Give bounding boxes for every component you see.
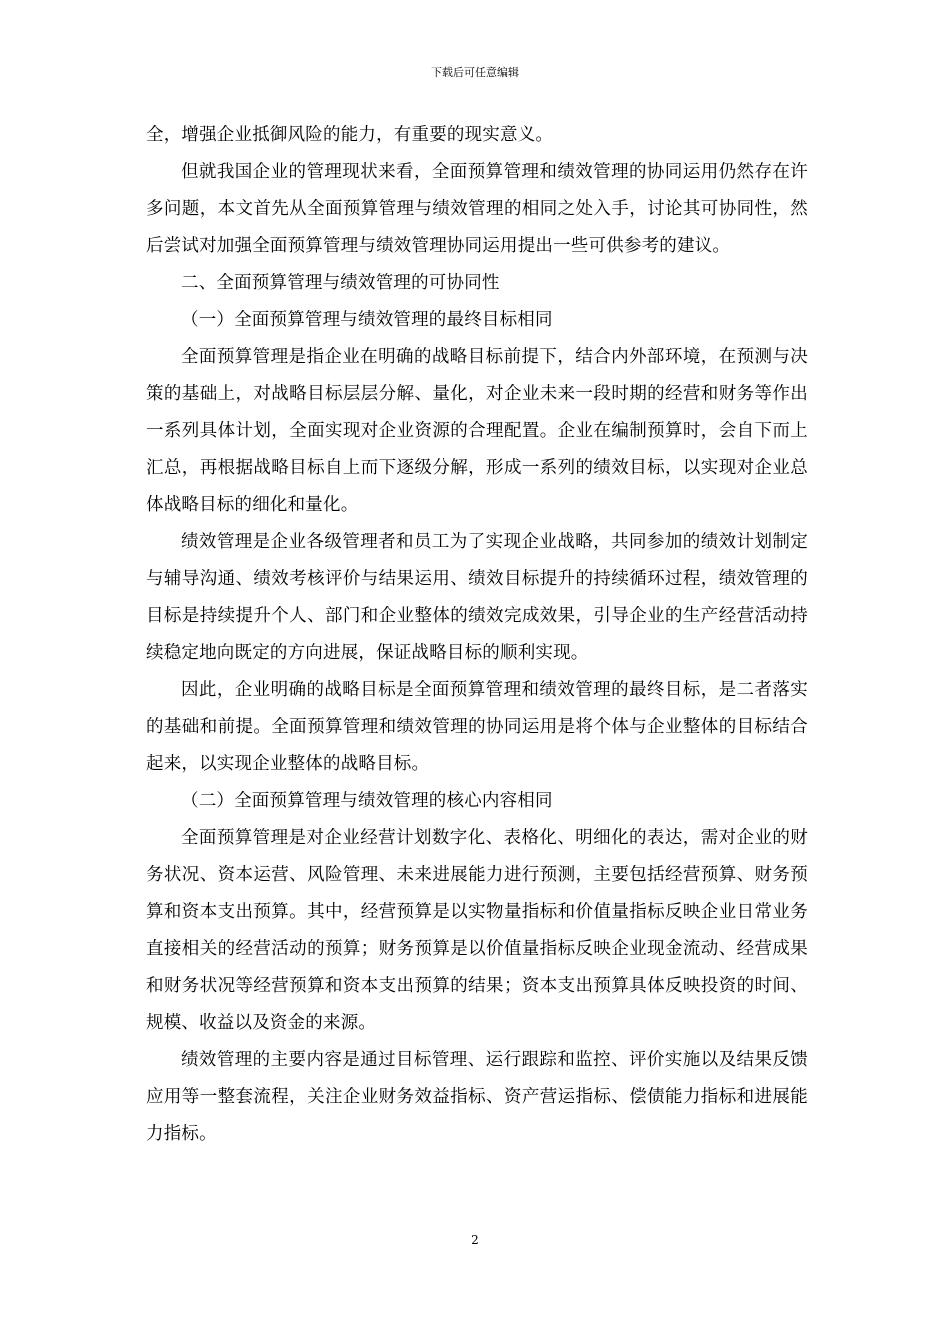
page-header: 下载后可任意编辑	[431, 66, 519, 79]
subsection-heading-1: （一）全面预算管理与绩效管理的最终目标相同	[181, 310, 553, 330]
paragraph-3: 全面预算管理是指企业在明确的战略目标前提下，结合内外部环境，在预测与决策的基础上，对战略目标层层分解、量化，对企业未来一段时期的经营和财务等作出一系列具体计划，全面实现对企业资源的合理配置。企业在编制预算时，会自下而上汇总，再根据战略目标自上而下逐级分解，形成一系列的绩效目标，以实现对企业总体战略目标的细化和量化。	[146, 347, 808, 515]
paragraph-7: 绩效管理的主要内容是通过目标管理、运行跟踪和监控、评价实施以及结果反馈应用等一整套流程，关注企业财务效益指标、资产营运指标、偿债能力指标和进展能力指标。	[146, 1050, 808, 1144]
page-number: 2	[471, 1233, 479, 1247]
document-body	[146, 117, 808, 1153]
paragraph-1: 全，增强企业抵御风险的能力，有重要的现实意义。	[146, 125, 554, 145]
section-heading-2: 二、全面预算管理与绩效管理的可协同性	[181, 273, 500, 293]
paragraph-4: 绩效管理是企业各级管理者和员工为了实现企业战略，共同参加的绩效计划制定与辅导沟通、绩效考核评价与结果运用、绩效目标提升的持续循环过程，绩效管理的目标是持续提升个人、部门和企业整体的绩效完成效果，引导企业的生产经营活动持续稳定地向既定的方向进展，保证战略目标的顺利实现。	[146, 532, 808, 663]
subsection-heading-2: （二）全面预算管理与绩效管理的核心内容相同	[181, 791, 553, 811]
paragraph-6: 全面预算管理是对企业经营计划数字化、表格化、明细化的表达，需对企业的财务状况、资本运营、风险管理、未来进展能力进行预测，主要包括经营预算、财务预算和资本支出预算。其中，经营预算是以实物量指标和价值量指标反映企业日常业务直接相关的经营活动的预算；财务预算是以价值量指标反映企业现金流动、经营成果和财务状况等经营预算和资本支出预算的结果；资本支出预算具体反映投资的时间、规模、收益以及资金的来源。	[146, 828, 808, 1033]
paragraph-5: 因此，企业明确的战略目标是全面预算管理和绩效管理的最终目标，是二者落实的基础和前提。全面预算管理和绩效管理的协同运用是将个体与企业整体的目标结合起来，以实现企业整体的战略目标。	[146, 680, 808, 774]
paragraph-2: 但就我国企业的管理现状来看，全面预算管理和绩效管理的协同运用仍然存在许多问题，本文首先从全面预算管理与绩效管理的相同之处入手，讨论其可协同性，然后尝试对加强全面预算管理与绩效管理协同运用提出一些可供参考的建议。	[146, 162, 808, 256]
